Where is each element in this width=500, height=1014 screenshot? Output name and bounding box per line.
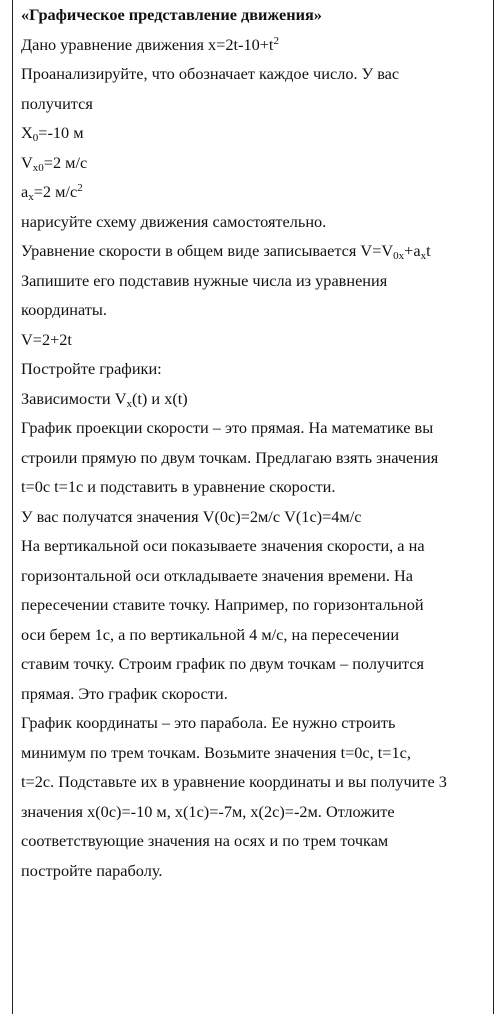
- text-line: Постройте графики:: [21, 359, 162, 378]
- text-line: соответствующие значения на осях и по трем точкам: [21, 831, 389, 850]
- document-title: «Графическое представление движения»: [21, 5, 322, 24]
- text-line: нарисуйте схему движения самостоятельно.: [21, 211, 327, 231]
- text-line: прямая. Это график скорости.: [21, 683, 228, 703]
- text-line: Проанализируйте, что обозначает каждое число. У вас: [21, 64, 400, 83]
- text-line: пересечении ставите точку. Например, по горизонтальной: [21, 595, 424, 614]
- text-line: График проекции скорости – это прямая. На математике вы: [21, 418, 434, 437]
- text-line-ax: $a_x=2$ $м/с^2$: [21, 182, 83, 203]
- right-border-line: [493, 0, 494, 1014]
- text-line: координаты.: [21, 300, 107, 319]
- text-line: ставим точку. Строим график по двум точкам – получится: [21, 654, 425, 673]
- text-line: оси берем 1с, а по вертикальной 4 м/с, на пересечении: [21, 624, 400, 644]
- text-line: Запишите его подставив нужные числа из уравнения: [21, 270, 388, 290]
- text-line: t=2c. Подставьте их в уравнение координаты и вы получите 3: [21, 772, 447, 791]
- text-line-x0: $X_0=-10$ м: [21, 123, 84, 144]
- text-line: График координаты – это парабола. Ее нужно строить: [21, 713, 396, 732]
- text-line-dependencies: Зависимости $V_x(t)$ и x(t): [21, 388, 188, 410]
- document-text: [21, 0, 491, 885]
- text-line-equation: Дано уравнение движения $x=2t-10+t^2$: [21, 34, 279, 54]
- text-line: строили прямую по двум точкам. Предлагаю взять значения: [21, 447, 439, 467]
- text-line: У вас получатся значения V(0c)=2м/с V(1c)=4м/с: [21, 506, 362, 526]
- text-line: минимум по трем точкам. Возьмите значения t=0c, t=1c,: [21, 742, 411, 762]
- text-line: значения x(0c)=-10 м, x(1c)=-7м, x(2c)=-2м. Отложите: [21, 801, 395, 821]
- text-line: На вертикальной оси показываете значения скорости, а на: [21, 536, 425, 555]
- text-line-velocity-general: Уравнение скорости в общем виде записывается $V=V_{0x}+a_xt$: [21, 241, 431, 262]
- text-line: горизонтальной оси откладываете значения времени. На: [21, 565, 413, 585]
- text-line: постройте параболу.: [21, 860, 163, 880]
- text-line: V=2+2t: [21, 329, 72, 349]
- text-line: t=0c t=1c и подставить в уравнение скорости.: [21, 477, 336, 496]
- text-line: получится: [21, 93, 93, 113]
- text-line-vx0: $V_{x0}=2$ м/с: [21, 152, 88, 174]
- left-border-line: [12, 0, 13, 1014]
